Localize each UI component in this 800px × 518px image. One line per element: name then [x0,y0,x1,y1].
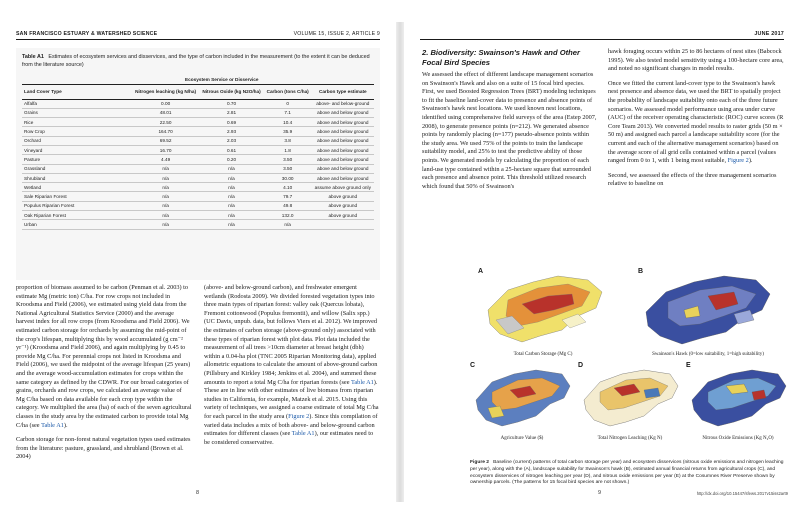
book-gutter [396,22,404,502]
table-cell: 16.70 [132,145,199,154]
table-cell: n/a [264,220,312,229]
table-cell: Rice [22,118,132,127]
paragraph [16,284,192,430]
table-cell: 48.01 [132,108,199,117]
left-column-2 [204,284,380,453]
table-cell: 2.81 [199,108,264,117]
column-header: Nitrous Oxide (kg N2O/ha) [199,84,264,99]
panel-letter: C [470,362,476,369]
table-cell: n/a [132,201,199,210]
table-cell: n/a [132,183,199,192]
table-caption-text: Estimates of ecosystem services and disservices, and the type of carbon included in the measurement (to the extent it can be deduced from the literature source) [22,54,370,68]
table-row [22,211,374,220]
map-panel-e [686,364,790,454]
table-cell: Grassland [22,164,132,173]
table-cell: above and below ground [312,164,374,173]
figure-2 [470,252,790,460]
table-cell: Grains [22,108,132,117]
figure-caption [470,460,788,487]
paragraph: Second, we assessed the effects of the three management scenarios relative to baseline on [608,171,777,188]
journal-title: SAN FRANCISCO ESTUARY & WATERSHED SCIENCE [16,31,158,37]
paragraph-text: ), our estimates need to be considered conservative. [204,430,374,446]
right-page [410,22,794,502]
table-row [22,183,374,192]
table-cell: above and below ground [312,108,374,117]
table-cell: assume above ground only [312,183,374,192]
doi-link[interactable]: http://dx.doi.org/10.15447/sfews.2017v15iss2art9 [696,491,788,496]
paragraph-text: (above- and below-ground carbon), and freshwater emergent wetlands (Rodosta 2009). We divided forested vegetation types into three main types of riparian forest: valley oak (Quercus lobata), Fremont cottonwood (Populus fremontii), and willow (Salix spp.) (UC Davis, unpub. data, but follows Viers et al. 2012). We improved the estimates of carbon storage (above-ground only) associated with these types of riparian forest with plot data. Plot data included the measurement of all trees >10cm diameter at breast height (dbh) within a 0.04-ha plot (TNC 2005 Riparian Monitoring data), applied allometric equations to calculate the amount of above-ground carbon (Pillsbury and Kirkley 1984; Jenkins et al. 2004), and summed these amounts to report a total Mg C/ha for riparian forests (see [204,284,378,386]
table-cell: Sale Riparian Forest [22,192,132,201]
right-column-1 [422,48,598,197]
table-cell: 1.8 [264,145,312,154]
table-cell: 30.00 [264,173,312,182]
table-cell: 3.50 [264,164,312,173]
table-cell: 0.69 [199,118,264,127]
issue-date: JUNE 2017 [754,31,784,37]
table-cell: n/a [132,173,199,182]
group-header: Ecosystem Service or Disservice [132,76,312,84]
data-table [22,76,374,230]
left-running-head [16,30,380,40]
nitrogen-leaching-map [578,364,682,434]
table-cell: Wetland [22,183,132,192]
table-row [22,127,374,136]
table-cell: above and below ground [312,155,374,164]
column-header: Nitrogen leaching (kg N/ha) [132,84,199,99]
table-cell: above ground [312,192,374,201]
map-panel-a [478,270,608,360]
table-cell: 132.0 [264,211,312,220]
table-cell: 35.9 [264,127,312,136]
column-header: Carbon type estimate [312,84,374,99]
map-panel-d [578,364,682,454]
table-cell: n/a [132,220,199,229]
paragraph: Carbon storage for non-forest natural vegetation types used estimates from the literature: pasture, grassland, and shrubland (Brown et al. 2004) [16,436,191,461]
table-cell: n/a [132,192,199,201]
table-cell: 0 [264,99,312,108]
table-cell: 3.50 [264,155,312,164]
table-cell: n/a [199,173,264,182]
table-cell: 10.4 [264,118,312,127]
table-cell: 164.70 [132,127,199,136]
figure-label: Figure 2 [470,460,490,465]
table-row [22,136,374,145]
table-row [22,173,374,182]
map-panel-c [470,364,574,454]
panel-caption: Nitrous Oxide Emissions (Kg N₂O) [702,436,774,441]
table-row [22,155,374,164]
table-cell: n/a [199,211,264,220]
table-caption [22,53,374,69]
figure-link[interactable]: Figure 2 [288,412,310,420]
table-cell: Vineyard [22,145,132,154]
table-cell: n/a [199,220,264,229]
table-cell: 69.52 [132,136,199,145]
table-label: Table A1 [22,54,44,60]
agriculture-value-map [470,364,574,434]
table-cell: above ground [312,201,374,210]
figure-caption-text: Baseline (current) patterns of total carbon storage per year) and ecosystem disservices (nitrous oxide emissions and nitrogen leaching per year), along with the (A), landscape suitability for Swainson's hawk (B), estimated annual financial returns from agricultural crops (C), and ecosystem disservices of nitrogen leaching per year (D), and nitrous oxide emissions per year (E) at the Cosumnes River Preserve shown by ownership parcels. (The patterns for 15 focal bird species are not shown.) [470,460,784,486]
paragraph-text: ). [748,157,753,165]
table-cell: n/a [132,211,199,220]
left-column-1 [16,284,192,468]
table-cell: 0.00 [132,99,199,108]
panel-letter: E [686,362,691,369]
table-cell: Orchard [22,136,132,145]
table-cell: 2.03 [199,136,264,145]
paragraph-text: ). [63,421,68,429]
table-cell: above- and below-ground [312,99,374,108]
table-row [22,192,374,201]
paragraph: hawk foraging occurs within 25 to 86 hectares of nest sites (Babcock 1995). We also tested model sensitivity using a 100-hectare core area, and noted no significant changes in model results. [608,48,784,73]
table-row [22,118,374,127]
table-cell: 3.8 [264,136,312,145]
column-header: Land Cover Type [22,84,132,99]
table-row [22,201,374,210]
table-row [22,99,374,108]
table-link[interactable]: Table A1 [41,421,64,429]
carbon-storage-map [478,270,608,352]
table-cell: above and below ground [312,145,374,154]
table-cell: Alfalfa [22,99,132,108]
panel-caption: Total Carbon Storage (Mg C) [513,352,573,357]
table-cell: above and below ground [312,127,374,136]
table-cell: 0.61 [199,145,264,154]
table-cell: Shrubland [22,173,132,182]
table-cell: 7.1 [264,108,312,117]
table-cell: Oak Riparian Forest [22,211,132,220]
table-cell: 2.93 [199,127,264,136]
table-row [22,164,374,173]
paragraph-text: ). Since this compilation of varied data includes a mix of both above- and below-ground carbon estimates for different classes (see [204,412,378,438]
table-cell: Populus Riparian Forest [22,201,132,210]
table-row [22,108,374,117]
paragraph-text: proportion of biomass assumed to be carbon (Penman et al. 2003) to estimate Mg (metric ton) C/ha. For row crops not included in Kroodsma and Field (2006), we estimated using yield data from the National Agricultural Statistics Service (2000) and the average harvest index for all row crops (from Kroodsma and Field 2006). We estimated carbon storage for orchards by assuming the mid-point of the crop's lifespan, multiplying this by wood accumulated (g cm⁻² yr⁻¹) (Kroodsma and Field 2006), and again multiplying by 0.45 to provide Mg C/ha. For perennial crops not listed in Kroodsma and Field (2006), we used the midpoint of the average lifespan (25 years) and the average wood-accumulation estimates for crops within the same category as defined by the CDWR. For our broad categories of grains, orchards and row crops, we calculated an average value of Mg C/ha based on data available for each crop type within the category. We multiplied the area (ha) of each of the seven agricultural classes in the study area by the estimated carbon to provide total Mg C/ha (see [16,284,192,429]
paragraph [608,80,786,166]
hawk-suitability-map [638,270,778,352]
section-title: 2. Biodiversity: Swainson's Hawk and Other Focal Bird Species [422,48,580,67]
left-page [6,22,390,502]
right-running-head [420,30,784,40]
table-cell: n/a [199,201,264,210]
panel-letter: B [638,268,644,275]
page-number: 8 [196,490,200,496]
page-number: 9 [598,490,602,496]
volume-issue: VOLUME 15, ISSUE 2, ARTICLE 9 [293,31,380,37]
table-cell: 22.50 [132,118,199,127]
table-link[interactable]: Table A1 [291,430,315,438]
table-cell: n/a [199,164,264,173]
table-cell: above and below ground [312,136,374,145]
table-cell: n/a [132,164,199,173]
paragraph-text: Once we fitted the current land-cover type to the Swainson's hawk nest presence and absence data, we used the BRT to spatially project the probability of landscape suitability onto each of the three future scenarios. We assessed model performance using area under curve (AUC) of the receiver operating characteristic (ROC) curve scores (R Core Team 2013). We converted model results to raster grids (50 m × 50 m) and assigned each parcel a landscape suitability score (for the current and each of the alternative management scenarios) based on the average score of all grid cells contained within a parcel (values ranged from 0 to 1, with 1 being most suitable, [608,79,784,165]
table-cell: above and below ground [312,173,374,182]
paragraph-text: ). These are in line with other estimates of live biomass from riparian studies in California, for example, Matzek et al. 2015. Using this variety of techniques, we assigned a coarse estimate of total Mg C/ha for each parcel in the study area ( [204,378,379,420]
nitrous-oxide-map [686,364,790,434]
table-cell: 79.7 [264,192,312,201]
column-header: Carbon (tons C/ha) [264,84,312,99]
left-body-columns [16,284,380,484]
panel-caption: Swainson's Hawk (0=low suitability, 1=high suitability) [652,352,764,357]
table-row [22,145,374,154]
panel-caption: Agriculture Value ($) [500,436,544,441]
table-cell: above and below ground [312,118,374,127]
table-cell: n/a [199,192,264,201]
panel-letter: D [578,362,584,369]
table-link[interactable]: Table A1 [350,378,374,386]
table-cell: 4.10 [264,183,312,192]
figure-link[interactable]: Figure 2 [727,157,749,165]
table-cell: 0.20 [199,155,264,164]
panel-caption: Total Nitrogen Leaching (Kg N) [597,436,663,441]
table-a1 [16,48,380,280]
paragraph [204,284,380,447]
paragraph: We assessed the effect of different landscape management scenarios on Swainson's Hawk and also on a suite of 15 focal bird species. First, we used Boosted Regression Trees (BRT) modeling techniques to fit the baseline land-cover data to presence and absence points of Swainson's hawk nest locations. We used known nest locations, identified using comprehensive field surveys of the area (Estep 2007, 2008), to generate presence points (n=212). We generated absence points by randomly placing (n=177) pseudo-absence points within the study area. We used 75% of the points to train the landscape suitability model, and 25% to test the predictive ability of those points. We generated models by calculating the proportion of each land-use type contained within a 25-hectare square that surrounded each presence and absence point. This threshold utilized research which found that 50% of Swainson's [422,71,597,190]
table-cell: 49.8 [264,201,312,210]
table-cell: 4.49 [132,155,199,164]
table-cell: Pasture [22,155,132,164]
panel-letter: A [478,268,484,275]
table-cell: Urban [22,220,132,229]
table-cell: above ground [312,211,374,220]
map-panel-b [638,270,778,360]
table-cell: 0.70 [199,99,264,108]
table-cell: n/a [199,183,264,192]
table-cell: Row Crop [22,127,132,136]
table-cell [312,220,374,229]
right-column-2 [608,48,786,195]
table-row [22,220,374,229]
